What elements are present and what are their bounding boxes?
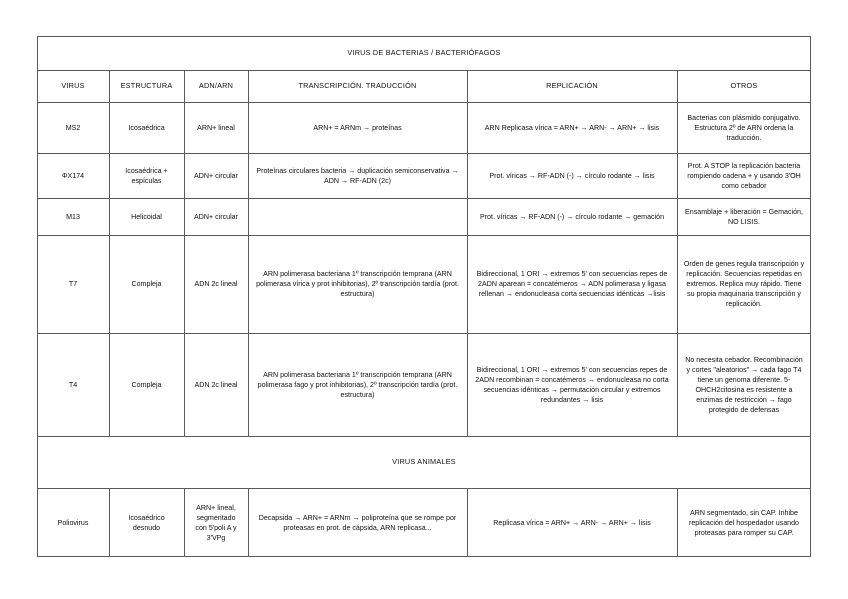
cell-transcripcion: ARN+ = ARNm → proteínas (313, 123, 402, 132)
cell-otros: Prot. A STOP la replicación bacteria rompiendo cadena + y usando 3'OH como cebador (687, 161, 801, 190)
section-title-bacteria: VIRUS DE BACTERIAS / BACTERIÓFAGOS (347, 48, 501, 57)
cell-estructura: Icosaédrica (128, 123, 165, 132)
cell-replicacion: Bidireccional, 1 ORI → extremos 5' con secuencias repes de 2ADN recombinan = concatémeros → endonucleasa no corta secuencias idénticas → permutación circular y extremos redundantes → lisis (475, 365, 669, 404)
cell-virus: M13 (66, 212, 80, 221)
table-grid-line (467, 70, 468, 436)
cell-otros: Ensamblaje + liberación = Gemación, NO LISIS. (685, 207, 803, 226)
virus-table (37, 36, 811, 557)
table-grid-line (37, 36, 38, 557)
cell-estructura: Helicoidal (131, 212, 162, 221)
cell-replicacion: Bidireccional, 1 ORI → extremos 5' con secuencias repes de 2ADN aparean = concatémeros → ADN polimerasa y ligasa rellenan → endonucleasa corta secuencias idénticas →lisis (476, 270, 668, 298)
cell-replicacion: Replicasa vírica = ARN+ → ARN- → ARN+ → lisis (493, 518, 651, 527)
table-grid-line (184, 70, 185, 436)
header-adn-arn: ADN/ARN (198, 81, 234, 90)
cell-estructura: Compleja (131, 280, 162, 288)
cell-acido: ADN 2c lineal (194, 380, 238, 389)
cell-acido: ADN+ circular (194, 212, 238, 221)
table-grid-line (37, 235, 811, 236)
table-grid-line (109, 70, 110, 436)
cell-replicacion: Prot. víricas → RF-ADN (-) → círculo rodante → lisis (489, 171, 655, 180)
table-grid-line (248, 488, 249, 557)
cell-transcripcion: Decapsida → ARN+ = ARNm → poliproteína que se rompe por proteasas en prot. de cápsida, ARN replicasa... (258, 513, 457, 532)
header-virus: VIRUS (61, 81, 85, 90)
cell-otros: No necesita cebador. Recombinación y cortes "aleatorios" → cada fago T4 tiene un genoma diferente. 5-OHCH2citosina es resistente a enzimas de restricción → fago protegido de defensas (685, 355, 803, 414)
table-grid-line (37, 436, 811, 437)
cell-virus: Poliovirus (57, 518, 89, 527)
cell-acido: ADN 2c lineal (194, 280, 238, 288)
section-title-animal: VIRUS ANIMALES (392, 457, 456, 466)
table-grid-line (37, 198, 811, 199)
cell-transcripcion (248, 198, 467, 235)
cell-acido: ARN+ lineal (197, 123, 235, 132)
cell-virus: T4 (68, 380, 78, 389)
header-replicacion: REPLICACIÓN (546, 81, 598, 90)
table-grid-line (248, 70, 249, 436)
cell-estructura: Icosaédrico desnudo (128, 513, 165, 532)
cell-virus: MS2 (65, 123, 81, 132)
header-otros: OTROS (730, 81, 758, 90)
header-estructura: ESTRUCTURA (120, 81, 173, 90)
cell-replicacion: ARN Replicasa vírica = ARN+ → ARN- → ARN+ → lisis (484, 123, 660, 132)
cell-virus: ΦX174 (61, 171, 85, 180)
table-grid-line (109, 488, 110, 557)
table-grid-line (184, 488, 185, 557)
table-grid-line (37, 36, 811, 37)
table-grid-line (467, 488, 468, 557)
cell-acido: ARN+ lineal, segmentado con 5'poli A y 3'VPg (195, 503, 237, 542)
table-grid-line (37, 488, 811, 489)
cell-transcripcion: Proteínas circulares bacteria → duplicación semiconservativa → ADN → RF-ADN (2c) (256, 166, 459, 185)
table-grid-line (677, 488, 678, 557)
cell-replicacion: Prot. víricas → RF-ADN (-) → círculo rodante → gemación (479, 212, 665, 221)
cell-transcripcion: ARN polimerasa bacteriana 1º transcripción temprana (ARN polimerasa fago y prot inhibitorias), 2º transcripción tardía (prot. estructura) (257, 370, 458, 399)
cell-virus: T7 (68, 280, 78, 288)
cell-estructura: Compleja (131, 380, 162, 389)
table-grid-line (810, 36, 811, 557)
cell-otros: Bacterias con plásmido conjugativo. Estructura 2º de ARN ordena la traducción. (687, 113, 801, 142)
table-grid-line (677, 70, 678, 436)
cell-estructura: Icosaédrica + espículas (125, 166, 168, 185)
header-transcripcion: TRANSCRIPCIÓN. TRADUCCIÓN (298, 81, 417, 90)
table-grid-line (37, 102, 811, 103)
cell-acido: ADN+ circular (194, 171, 238, 180)
table-grid-line (37, 70, 811, 71)
cell-transcripcion: ARN polimerasa bacteriana 1º transcripción temprana (ARN polimerasa vírica y prot inhibitorias), 2º transcripción tardía (prot. estructura) (256, 270, 459, 298)
cell-otros: ARN segmentado, sin CAP. Inhibe replicación del hospedador usando proteasas para romper su CAP. (688, 508, 800, 537)
table-grid-line (37, 333, 811, 334)
table-grid-line (37, 153, 811, 154)
cell-otros: Orden de genes regula transcripción y replicación. Secuencias repetidas en extremos. Replica muy rápido. Tiene su propia maquinaria transcripción y replicación. (683, 260, 805, 308)
table-grid-line (37, 556, 811, 557)
